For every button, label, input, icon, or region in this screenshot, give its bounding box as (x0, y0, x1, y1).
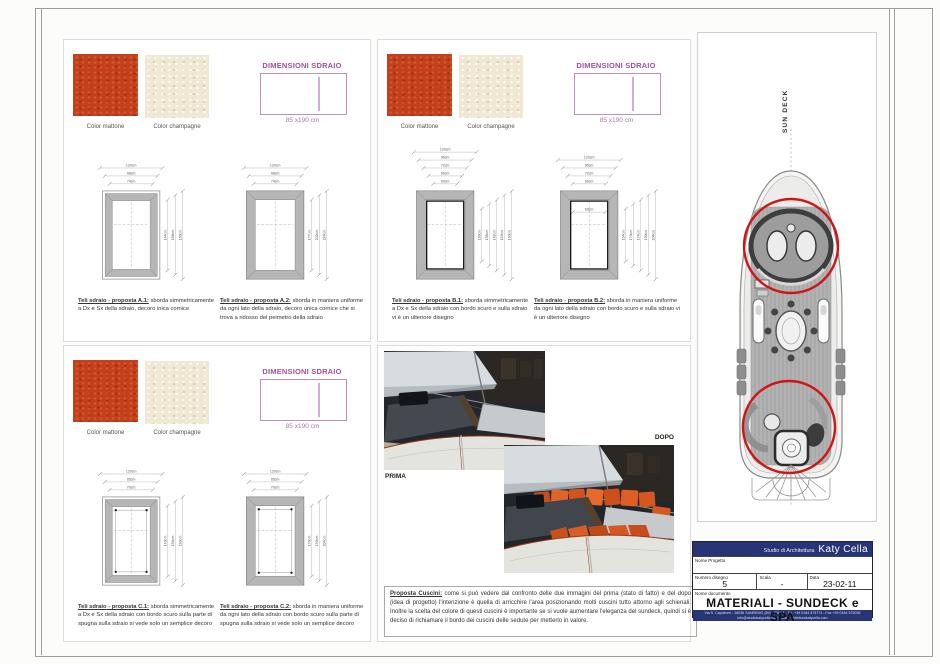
svg-text:60cm: 60cm (584, 207, 594, 212)
caption-C.2: Teli sdraio - proposta C.2: sborda in maniera uniforme da ogni lato della sdraio con bordo scuro sulla parte di spugna sulla sdraio si vede solo un semplice decoro (220, 604, 364, 627)
svg-text:140cm: 140cm (163, 535, 168, 547)
telo-drawing-B.1 (390, 138, 518, 295)
svg-text:224cm: 224cm (322, 229, 327, 241)
title-block (692, 541, 873, 624)
swatch-label-champagne: Color champagne (153, 430, 201, 436)
swatch-color-champagne (145, 55, 209, 118)
swatch-color-mattone (387, 54, 452, 116)
sdraio-fold-line (632, 77, 634, 111)
sdraio-dimension-outline (260, 379, 347, 421)
field-numero-disegno: Numero disegno 5 (693, 574, 757, 589)
caption-A.1: Teli sdraio - proposta A.1: sborda simmetricamente a Dx e Sx della sdraio, decoro inica cornice (78, 298, 214, 313)
svg-text:74cm: 74cm (270, 179, 280, 184)
svg-text:66cm: 66cm (584, 179, 594, 184)
panel-proposte-b (377, 39, 691, 342)
svg-text:164cm: 164cm (621, 229, 626, 241)
svg-text:168cm: 168cm (170, 229, 175, 241)
svg-text:202cm: 202cm (314, 229, 319, 241)
svg-text:66cm: 66cm (440, 171, 450, 176)
svg-text:72cm: 72cm (584, 171, 594, 176)
telo-drawing-C.2 (220, 444, 348, 601)
svg-text:130cm: 130cm (477, 229, 482, 241)
studio-name: Katy Cella (818, 544, 868, 555)
svg-text:142cm: 142cm (492, 229, 497, 241)
binding-margin-line (41, 8, 42, 655)
field-data: Data 23-02-11 (808, 574, 872, 589)
svg-text:70cm: 70cm (270, 485, 280, 490)
panel-proposte-a (63, 39, 371, 342)
swatch-color-mattone (73, 360, 138, 422)
sdraio-dimension-outline (574, 73, 661, 115)
documento-value: MATERIALI - SUNDECK e SPA (706, 596, 859, 624)
svg-text:176cm: 176cm (307, 535, 312, 547)
sun-deck-label: SUN DECK (782, 89, 789, 133)
title-block-header (693, 542, 872, 556)
svg-text:138cm: 138cm (484, 229, 489, 241)
svg-text:120cm: 120cm (269, 163, 281, 168)
swatch-color-mattone (73, 54, 138, 116)
caption-C.1: Teli sdraio - proposta C.1: sborda simmetricamente a Dx e Sx della sdraio con bordo scuro sulla parte di spugna sulla sdraio si vede solo un semplice decoro (78, 604, 215, 627)
caption-A.2: Teli sdraio - proposta A.2: sborda in maniera uniforme da ogni lato della sdraio, decoro unica cornice che si trova a ridosso del peimetro della sdraio (220, 298, 364, 321)
svg-text:204cm: 204cm (651, 229, 656, 241)
svg-text:85cm: 85cm (270, 477, 280, 482)
svg-text:120cm: 120cm (125, 469, 137, 474)
svg-text:190cm: 190cm (178, 535, 183, 547)
sdraio-dimension-outline (260, 73, 347, 115)
svg-text:154cm: 154cm (499, 229, 504, 241)
svg-text:174cm: 174cm (636, 229, 641, 241)
svg-text:120cm: 120cm (583, 155, 595, 160)
svg-text:85cm: 85cm (126, 477, 136, 482)
svg-text:120cm: 120cm (269, 469, 281, 474)
telo-drawing-A.1 (76, 138, 204, 295)
swatch-label-champagne: Color champagne (153, 124, 201, 130)
swatch-color-champagne (145, 361, 209, 424)
footer-contacts: info@studiokatycella.com www.architetturakatycella.com (737, 615, 828, 620)
svg-text:177cm: 177cm (307, 229, 312, 241)
svg-text:96cm: 96cm (440, 155, 450, 160)
panel-proposte-c (63, 345, 371, 642)
svg-text:70cm: 70cm (126, 485, 136, 490)
svg-text:60cm: 60cm (440, 179, 450, 184)
svg-text:190cm: 190cm (314, 535, 319, 547)
proposta-cuscini-lead: Proposta Cuscini: (390, 591, 443, 597)
sdraio-fold-line (318, 77, 320, 111)
studio-prefix: Studio di Architettura (763, 548, 815, 554)
swatch-label-mattone: Color mattone (400, 124, 439, 130)
field-scala: Scala - (757, 574, 807, 589)
sdraio-fold-line (318, 383, 320, 417)
svg-text:98cm: 98cm (126, 171, 136, 176)
field-row (693, 573, 872, 589)
svg-text:98cm: 98cm (270, 171, 280, 176)
caption-B.2: Teli sdraio - proposta B.2: sborda in maniera uniforme da ogni lato della sdraio con bordo scuro e sulla sdraio vi è un ulteriore disegno (534, 298, 680, 321)
dimensioni-sdraio-title: DIMENSIONI SDRAIO (576, 61, 656, 70)
sdraio-size-label: 85 x190 cm (599, 117, 634, 124)
field-nome-documento: Nome documento MATERIALI - SUNDECK e SPA (693, 589, 872, 610)
svg-text:154cm: 154cm (170, 535, 175, 547)
svg-text:170cm: 170cm (628, 229, 633, 241)
swatch-label-mattone: Color mattone (86, 124, 125, 130)
sdraio-size-label: 85 x190 cm (285, 423, 320, 430)
data-value: 23-02-11 (823, 578, 857, 589)
svg-text:204cm: 204cm (322, 535, 327, 547)
svg-text:190cm: 190cm (507, 229, 512, 241)
right-margin-line (894, 8, 895, 655)
telo-drawing-B.2 (534, 138, 662, 295)
photo-dopo (504, 445, 674, 573)
dimensioni-sdraio-title: DIMENSIONI SDRAIO (262, 61, 342, 70)
scala-value: - (780, 578, 784, 589)
swatch-label-mattone: Color mattone (86, 430, 125, 436)
dimensioni-sdraio-title: DIMENSIONI SDRAIO (262, 367, 342, 376)
sdraio-size-label: 85 x190 cm (285, 117, 320, 124)
telo-drawing-A.2 (220, 138, 348, 295)
svg-text:72cm: 72cm (440, 163, 450, 168)
swatch-label-champagne: Color champagne (467, 124, 515, 130)
svg-text:74cm: 74cm (126, 179, 136, 184)
numero-value: 5 (722, 578, 728, 589)
footer-address: Via S. Capoliveri - 18038 SANREMO (IM) - ITALIA - Tel. +39 0184 573773 - Fax +39 0184 579035 (704, 611, 861, 615)
field-nome-progetto (693, 556, 872, 573)
panel-deck-plan (697, 32, 877, 522)
nome-progetto-label: Nome Progetto (695, 558, 726, 563)
proposta-cuscini-text (384, 586, 697, 637)
proposta-cuscini-body: come si può vedere dal confronto delle due immagini del prima (stato di fatto) e del dopo (idea di progetto) l'intenzione è quella di arricchire l'area posizionando molti cuscini tutto attorno agli schienali. Inoltre la scelta del colore di questi cuscini è importante se si vuole aumentare l'eleganza del sundeck, quindi si è deciso di richiamare il bordo dei cuscini delle sedute per metterlo in valore. (390, 591, 691, 624)
swatch-color-champagne (459, 55, 523, 118)
svg-text:120cm: 120cm (125, 163, 137, 168)
svg-text:190cm: 190cm (643, 229, 648, 241)
svg-text:144cm: 144cm (163, 229, 168, 241)
svg-text:120cm: 120cm (439, 147, 451, 152)
right-margin-line (889, 8, 890, 655)
panel-proposta-cuscini (377, 345, 691, 642)
caption-B.1: Teli sdraio - proposta B.1: sborda simmetricamente a Dx e Sx della sdraio con bordo scuro e sulla sdraio vi è un ulteriore disegno (392, 298, 529, 321)
photo-label-prima: PRIMA (385, 473, 406, 480)
telo-drawing-C.1 (76, 444, 204, 601)
svg-text:85cm: 85cm (584, 163, 594, 168)
svg-text:190cm: 190cm (178, 229, 183, 241)
photo-label-dopo: DOPO (654, 434, 674, 441)
